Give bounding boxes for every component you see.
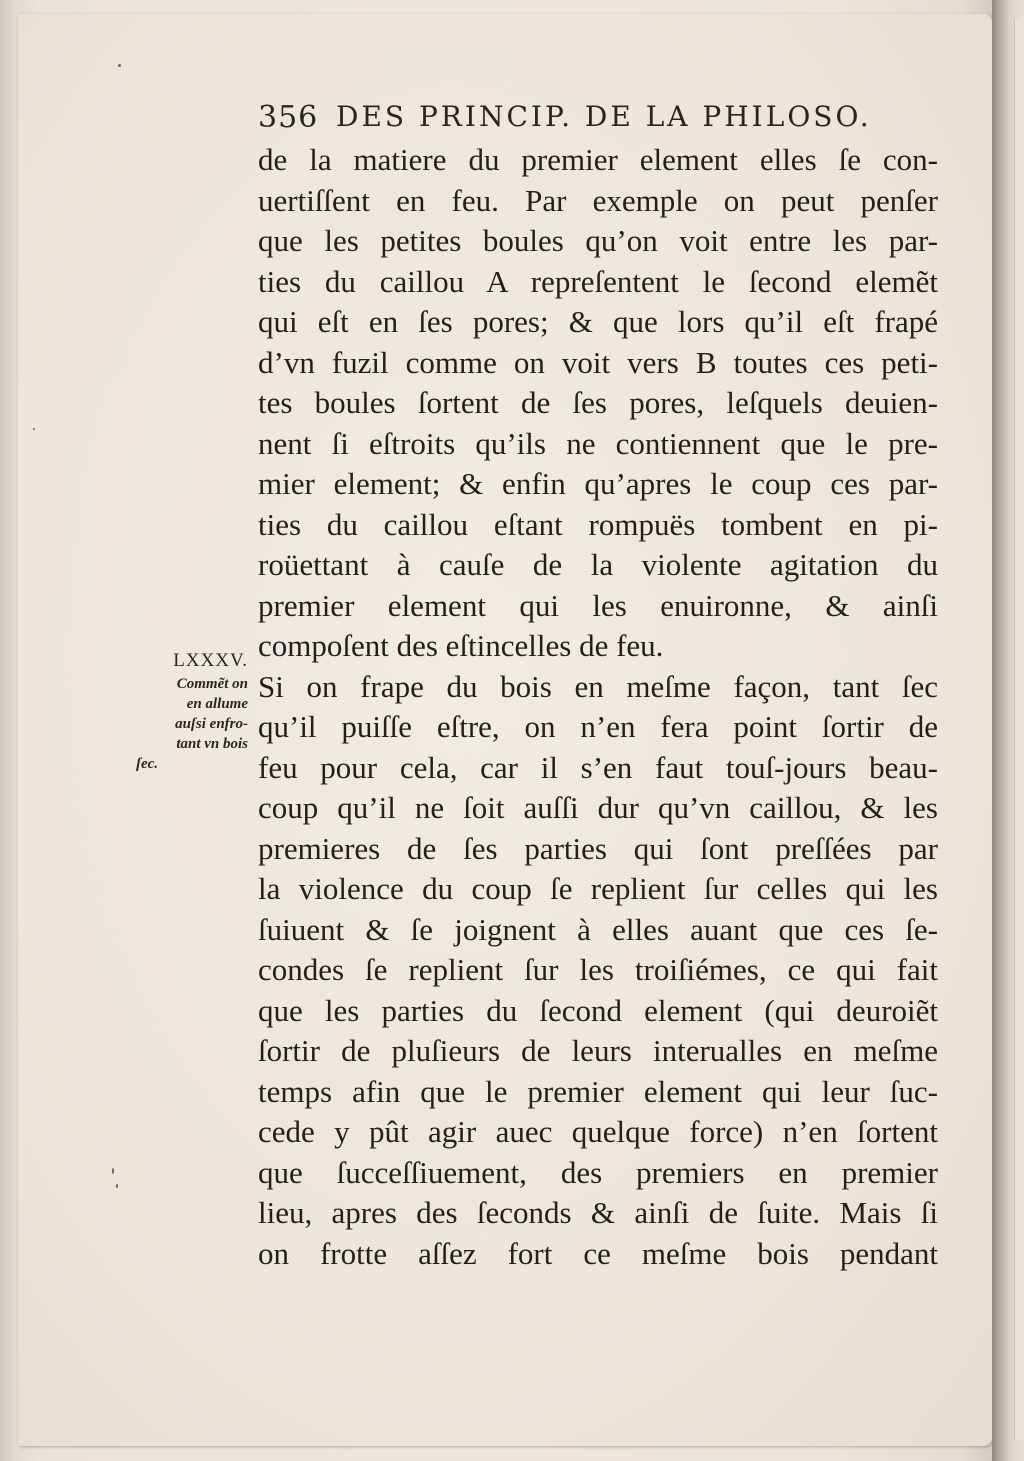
text-line: ties du caillou A repreſentent le ſecond elemẽt <box>258 263 938 299</box>
text-line: temps afin que le premier element qui leur ſuc- <box>258 1073 938 1109</box>
facing-page-edge <box>1014 20 1024 1440</box>
text-line: ties du caillou eſtant rompuës tombent en pi- <box>258 506 938 542</box>
paper-speck <box>112 1168 114 1174</box>
paper-speck <box>116 1184 118 1188</box>
text-line: compoſent des eſtincelles de feu. <box>258 628 664 663</box>
text-line: Si on frape du bois en meſme façon, tant ſec <box>258 668 938 704</box>
text-line: que les petites boules qu’on voit entre les par- <box>258 223 938 258</box>
margin-note-number: LXXXV. <box>173 650 248 671</box>
margin-note-line: auſsi enfro- <box>175 716 248 732</box>
text-line: d’vn fuzil comme on voit vers B toutes ces peti- <box>258 344 938 380</box>
paper-speck <box>118 64 121 67</box>
text-line: nent ſi eſtroits qu’ils ne contiennent que le pre- <box>258 425 938 461</box>
text-line: feu pour cela, car il s’en faut touſ-jours beau- <box>258 749 938 785</box>
text-line: condes ſe replient ſur les troiſiémes, ce qui fait <box>258 952 938 987</box>
page-number: 356 <box>258 100 319 135</box>
text-line: cede y pût agir auec quelque force) n’en ſortent <box>258 1114 938 1149</box>
text-line: coup qu’il ne ſoit auſſi dur qu’vn caillou, & les <box>258 790 938 825</box>
text-line: tes boules ſortent de ſes pores, leſquels deuien- <box>258 385 938 420</box>
text-line: roüettant à cauſe de la violente agitation du <box>258 547 938 582</box>
page-header <box>258 96 898 144</box>
text-line: ſortir de pluſieurs de leurs interualles en meſme <box>258 1033 938 1068</box>
text-line: on frotte aſſez fort ce meſme bois pendant <box>258 1235 938 1271</box>
margin-note <box>128 648 248 774</box>
text-line: que les parties du ſecond element (qui deuroiẽt <box>258 992 938 1028</box>
margin-note-line: ſec. <box>136 756 159 772</box>
running-title: DES PRINCIP. DE LA PHILOSO. <box>336 100 872 133</box>
text-line: de la matiere du premier element elles ſe con- <box>258 142 938 177</box>
text-line: ſuiuent & ſe joignent à elles auant que ces ſe- <box>258 911 938 947</box>
margin-note-line: Commẽt on <box>176 676 248 692</box>
paper-speck <box>33 428 35 430</box>
text-line: lieu, apres des ſeconds & ainſi de ſuite. Mais ſi <box>258 1195 938 1230</box>
text-line: la violence du coup ſe replient ſur celles qui les <box>258 871 938 906</box>
text-line: premieres de ſes parties qui ſont preſſées par <box>258 830 938 866</box>
text-line: que ſucceſſiuement, des premiers en premier <box>258 1154 938 1190</box>
text-line: mier element; & enfin qu’apres le coup ces par- <box>258 466 938 501</box>
body-text <box>258 140 938 1274</box>
margin-note-line: tant vn bois <box>176 736 248 752</box>
text-line: uertiſſent en feu. Par exemple on peut penſer <box>258 182 938 218</box>
margin-note-line: en allume <box>186 696 248 712</box>
text-line: qui eſt en ſes pores; & que lors qu’il eſt frapé <box>258 304 938 339</box>
text-line: premier element qui les enuironne, & ainſi <box>258 587 938 623</box>
text-line: qu’il puiſſe eſtre, on n’en fera point ſortir de <box>258 709 938 744</box>
